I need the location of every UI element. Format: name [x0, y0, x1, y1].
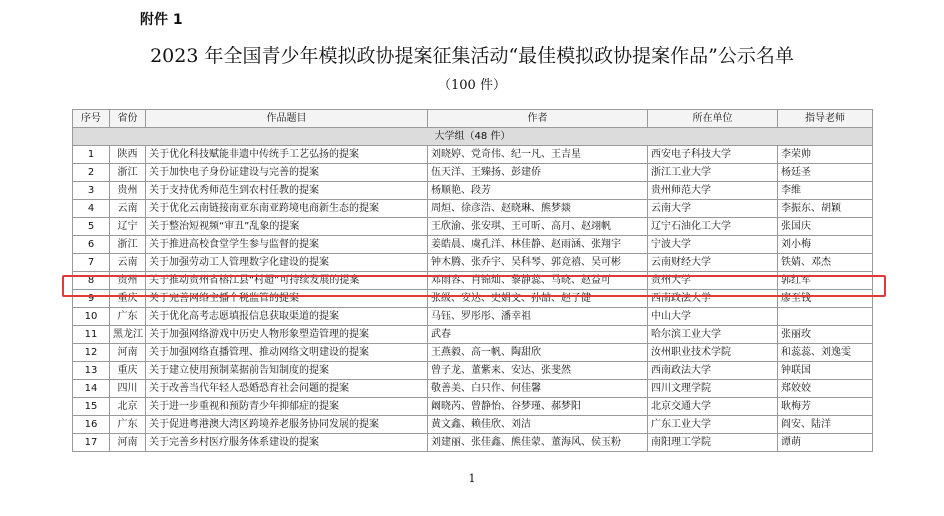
row-no: 11 [73, 326, 110, 344]
table-row [73, 164, 873, 182]
row-advisor: 阎安、陆洋 [778, 416, 873, 434]
row-no: 10 [73, 308, 110, 326]
row-advisor: 张国庆 [778, 218, 873, 236]
row-no: 2 [73, 164, 110, 182]
row-title: 关于加强网络游戏中历史人物形象塑造管理的提案 [146, 326, 428, 344]
row-no: 6 [73, 236, 110, 254]
row-title: 关于推进高校食堂学生参与监督的提案 [146, 236, 428, 254]
table-row [73, 416, 873, 434]
row-province: 广东 [110, 308, 146, 326]
row-advisor: 郭红军 [778, 272, 873, 290]
row-province: 云南 [110, 200, 146, 218]
group-row [73, 128, 873, 146]
row-no: 9 [73, 290, 110, 308]
table-row [73, 236, 873, 254]
row-unit: 宁波大学 [648, 236, 778, 254]
row-authors: 曾子龙、董紫来、安达、张斐然 [428, 362, 648, 380]
row-province: 重庆 [110, 362, 146, 380]
row-unit: 浙江工业大学 [648, 164, 778, 182]
row-title: 关于完善乡村医疗服务体系建设的提案 [146, 434, 428, 452]
row-province: 黑龙江 [110, 326, 146, 344]
row-title: 关于支持优秀师范生到农村任教的提案 [146, 182, 428, 200]
row-province: 浙江 [110, 236, 146, 254]
header-no: 序号 [73, 110, 110, 128]
header-title: 作品题目 [146, 110, 428, 128]
row-title: 关于加快电子身份证建设与完善的提案 [146, 164, 428, 182]
row-no: 17 [73, 434, 110, 452]
row-no: 5 [73, 218, 110, 236]
row-province: 河南 [110, 434, 146, 452]
row-authors: 刘晓婷、党奇伟、纪一凡、王吉星 [428, 146, 648, 164]
row-advisor [778, 308, 873, 326]
row-unit: 四川文理学院 [648, 380, 778, 398]
group-label: 大学组（48 件） [73, 128, 873, 146]
row-advisor: 廖至钱 [778, 290, 873, 308]
row-authors: 刘建丽、张佳鑫、熊佳蒙、董海风、侯玉粉 [428, 434, 648, 452]
table-row [73, 308, 873, 326]
row-advisor: 和蕊蕊、刘逸雯 [778, 344, 873, 362]
header-unit: 所在单位 [648, 110, 778, 128]
row-authors: 马钰、罗彤彤、潘幸祖 [428, 308, 648, 326]
table-row [73, 344, 873, 362]
table-row [73, 380, 873, 398]
row-no: 16 [73, 416, 110, 434]
page-title: 2023 年全国青少年模拟政协提案征集活动“最佳模拟政协提案作品”公示名单 [150, 45, 794, 67]
row-unit: 广东工业大学 [648, 416, 778, 434]
row-province: 北京 [110, 398, 146, 416]
row-unit: 贵州大学 [648, 272, 778, 290]
row-title: 关于优化高考志愿填报信息获取渠道的提案 [146, 308, 428, 326]
row-unit: 北京交通大学 [648, 398, 778, 416]
table-row [73, 290, 873, 308]
table-row [73, 200, 873, 218]
row-title: 关于完善网络主播个税监管的提案 [146, 290, 428, 308]
row-authors: 王欣渝、张安琪、王可昕、高月、赵翊帆 [428, 218, 648, 236]
row-unit: 辽宁石油化工大学 [648, 218, 778, 236]
row-unit: 云南大学 [648, 200, 778, 218]
table-row [73, 218, 873, 236]
row-no: 4 [73, 200, 110, 218]
row-advisor: 李荣帅 [778, 146, 873, 164]
row-authors: 黄文鑫、赖佳欣、刘洁 [428, 416, 648, 434]
row-unit: 汝州职业技术学院 [648, 344, 778, 362]
header-advisor: 指导老师 [778, 110, 873, 128]
row-advisor: 郑姣姣 [778, 380, 873, 398]
row-province: 重庆 [110, 290, 146, 308]
row-no: 1 [73, 146, 110, 164]
row-advisor: 铁婧、邓杰 [778, 254, 873, 272]
row-advisor: 刘小梅 [778, 236, 873, 254]
row-authors: 阚晓芮、曾静怡、谷梦瑾、郝梦阳 [428, 398, 648, 416]
row-title: 关于加强劳动工人管理数字化建设的提案 [146, 254, 428, 272]
table-row [73, 434, 873, 452]
row-authors: 邓雨容、肖锦灿、黎静蕊、马晓、赵益可 [428, 272, 648, 290]
row-unit: 西安电子科技大学 [648, 146, 778, 164]
row-title: 关于优化云南链接南亚东南亚跨境电商新生态的提案 [146, 200, 428, 218]
page-number: 1 [468, 472, 476, 485]
row-advisor: 杨廷圣 [778, 164, 873, 182]
attachment-label: 附件 1 [140, 12, 183, 28]
table-row [73, 146, 873, 164]
row-title: 关于促进粤港澳大湾区跨境养老服务协同发展的提案 [146, 416, 428, 434]
row-province: 四川 [110, 380, 146, 398]
row-no: 12 [73, 344, 110, 362]
table-row [73, 398, 873, 416]
header-province: 省份 [110, 110, 146, 128]
row-no: 15 [73, 398, 110, 416]
row-no: 8 [73, 272, 110, 290]
row-unit: 西南政法大学 [648, 290, 778, 308]
row-authors: 姜皓晨、虞孔洋、林佳静、赵雨涵、张翔宇 [428, 236, 648, 254]
row-province: 陕西 [110, 146, 146, 164]
row-unit: 南阳理工学院 [648, 434, 778, 452]
award-table [72, 109, 873, 452]
row-province: 辽宁 [110, 218, 146, 236]
row-unit: 云南财经大学 [648, 254, 778, 272]
row-authors: 张级、安达、史娟文、孙喆、赵子健 [428, 290, 648, 308]
row-advisor: 李振东、胡颖 [778, 200, 873, 218]
table-row [73, 272, 873, 290]
row-authors: 敬善美、白只作、何佳馨 [428, 380, 648, 398]
row-title: 关于建立使用预制菜据前告知制度的提案 [146, 362, 428, 380]
row-authors: 武春 [428, 326, 648, 344]
row-province: 贵州 [110, 272, 146, 290]
row-title: 关于优化科技赋能非遗中传统手工艺弘扬的提案 [146, 146, 428, 164]
row-unit: 哈尔滨工业大学 [648, 326, 778, 344]
row-advisor: 钟联国 [778, 362, 873, 380]
row-advisor: 谭萌 [778, 434, 873, 452]
entry-count: （100 件） [438, 78, 506, 93]
row-authors: 王燕毅、高一帆、陶甜欣 [428, 344, 648, 362]
row-no: 3 [73, 182, 110, 200]
row-province: 广东 [110, 416, 146, 434]
row-province: 河南 [110, 344, 146, 362]
row-advisor: 李维 [778, 182, 873, 200]
row-unit: 贵州师范大学 [648, 182, 778, 200]
table-row [73, 326, 873, 344]
header-authors: 作者 [428, 110, 648, 128]
table-row [73, 362, 873, 380]
row-authors: 伍天洋、王臻扬、彭建侨 [428, 164, 648, 182]
row-advisor: 张丽玫 [778, 326, 873, 344]
row-unit: 中山大学 [648, 308, 778, 326]
row-no: 7 [73, 254, 110, 272]
row-authors: 杨顺艳、段芳 [428, 182, 648, 200]
row-no: 13 [73, 362, 110, 380]
row-title: 关于加强网络直播管理、推动网络文明建设的提案 [146, 344, 428, 362]
row-title: 关于整治短视频“审丑”乱象的提案 [146, 218, 428, 236]
row-authors: 周烜、徐彦浩、赵晓琳、熊梦燚 [428, 200, 648, 218]
row-no: 14 [73, 380, 110, 398]
table-header-row [73, 110, 873, 128]
row-province: 云南 [110, 254, 146, 272]
row-advisor: 耿梅芳 [778, 398, 873, 416]
row-title: 关于改善当代年轻人恐婚恐育社会问题的提案 [146, 380, 428, 398]
row-province: 浙江 [110, 164, 146, 182]
row-province: 贵州 [110, 182, 146, 200]
row-title: 关于推动贵州省榕江县“村超”可持续发展的提案 [146, 272, 428, 290]
row-authors: 钟木腾、张乔宇、吴科琴、郭竞禧、吴可彬 [428, 254, 648, 272]
row-title: 关于进一步重视和预防青少年抑郁症的提案 [146, 398, 428, 416]
row-unit: 西南政法大学 [648, 362, 778, 380]
table-row [73, 254, 873, 272]
table-row [73, 182, 873, 200]
